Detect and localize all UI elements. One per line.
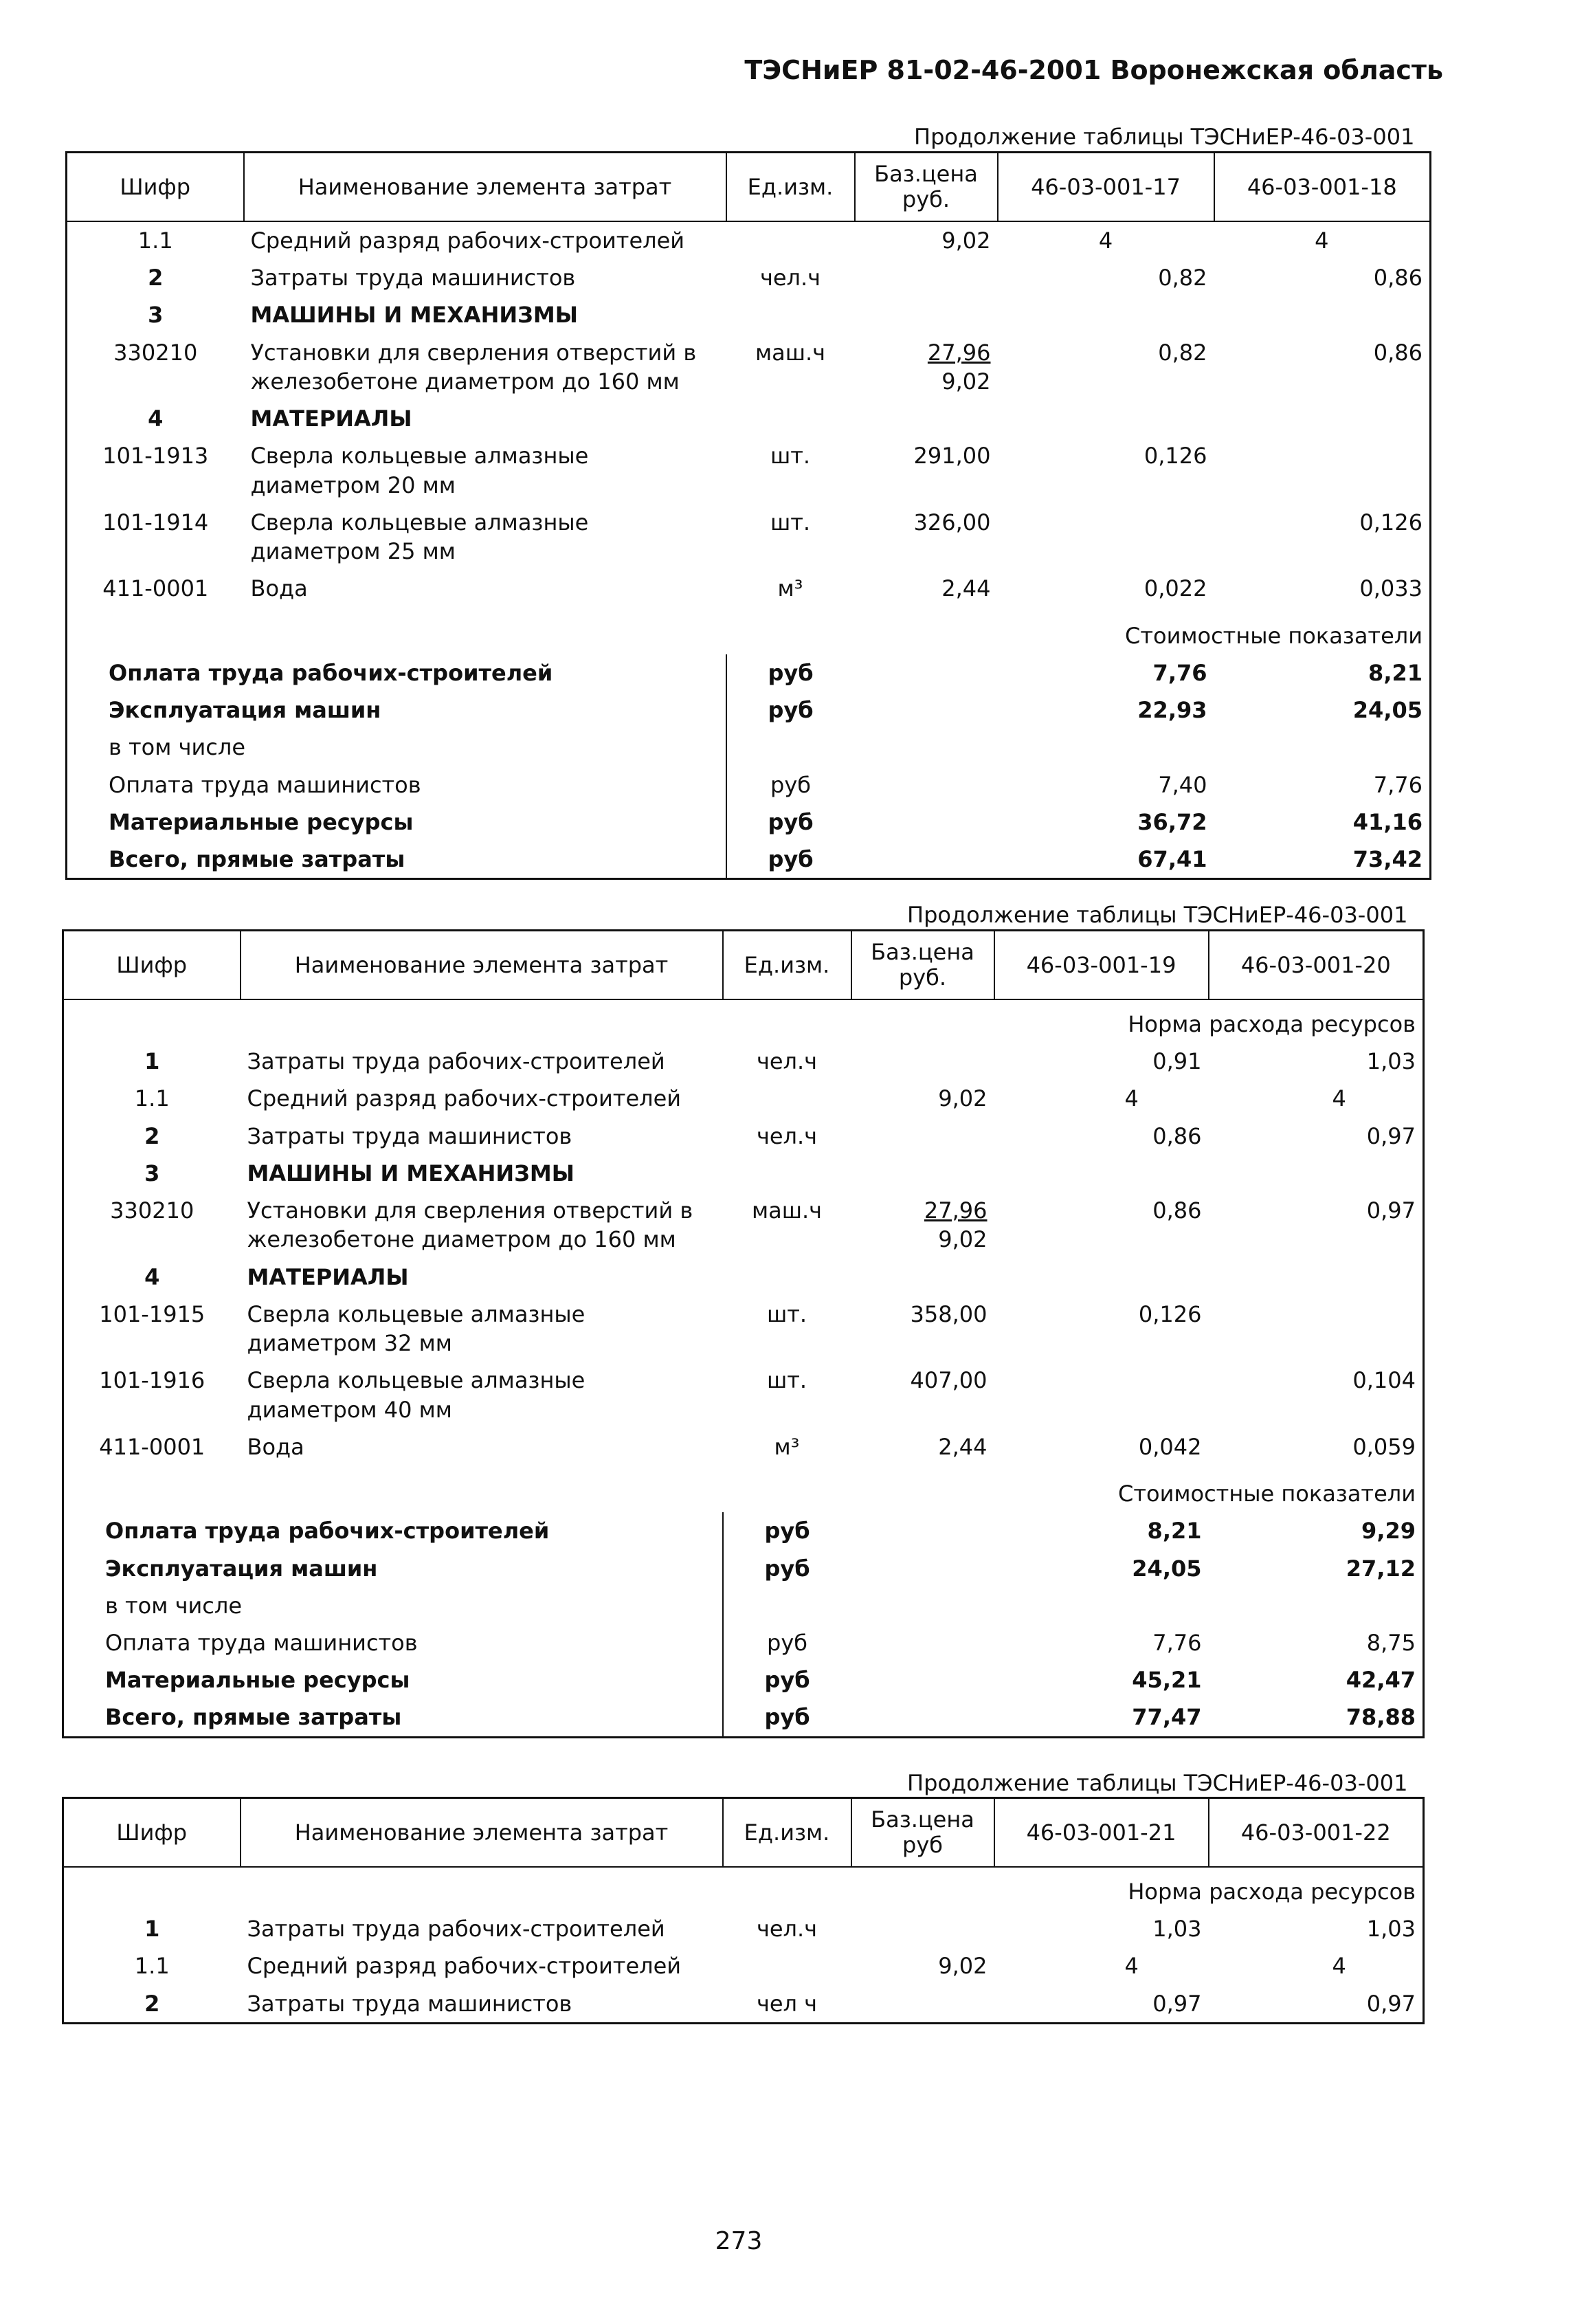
table-cell: 2,44 [941,575,991,602]
table-cell [998,729,1214,766]
table-cell: руб [764,1667,810,1694]
table-cell: 1.1 [137,228,173,254]
table-cell: Всего, прямые затраты [67,841,726,879]
table-cell: Затраты труда рабочих-строителей [247,1916,665,1943]
table-cell: маш.ч [751,1197,823,1224]
table-header-row [67,153,1431,222]
section-row [67,400,1431,437]
table-cell: 0,104 [1352,1367,1416,1394]
summary-row [63,1624,1424,1661]
table-cell: 291,00 [913,443,991,469]
col-header-a: 46-03-001-21 [994,1798,1209,1868]
section-row [63,1155,1424,1192]
table-cell: 41,16 [1352,808,1423,835]
table-cell [855,766,998,804]
col-header-price: Баз.цена руб. [851,931,994,1000]
table-cell [855,691,998,729]
summary-row [67,804,1431,841]
table-cell: Материальные ресурсы [63,1661,723,1698]
col-header-price: Баз.цена руб [851,1798,994,1868]
table-cell: Всего, прямые затраты [63,1698,723,1737]
table-cell: 4 [1315,228,1329,254]
table-cell: 1,03 [1152,1916,1202,1943]
col-header-price: Баз.цена руб. [855,153,998,222]
table-cell: 0,86 [1152,1122,1202,1149]
summary-row [63,1661,1424,1698]
table-cell: МАТЕРИАЛЫ [250,406,412,432]
norm-band [63,1867,1424,1910]
table-cell: 330210 [110,1197,194,1224]
table-row [63,1080,1424,1117]
table-cell: маш.ч [755,339,826,366]
table-cell [851,1043,994,1080]
table-row [63,1362,1424,1428]
table-cell: МАТЕРИАЛЫ [247,1263,409,1290]
table-cell [998,296,1214,333]
table-cell: чел.ч [759,265,821,291]
table-cell: 9,02 [941,228,991,254]
table-row [63,1910,1424,1947]
table-cell: 36,72 [1137,808,1207,835]
table-cell: МАШИНЫ И МЕХАНИЗМЫ [250,302,578,329]
table-cell: 9,02 [938,1085,988,1112]
col-header-unit: Ед.изм. [723,931,851,1000]
table-cell: 411-0001 [99,1433,205,1460]
table-cell: шт. [770,443,811,469]
table-cell [726,400,855,437]
table-cell [855,804,998,841]
table-cell: 7,40 [1158,771,1207,798]
table-row [67,259,1431,296]
table-cell [723,1587,851,1624]
table-cell: чел.ч [756,1916,818,1943]
col-header-name: Наименование элемента затрат [241,1798,723,1868]
table-cell: 4 [1098,228,1113,254]
table-cell: 1,03 [1366,1048,1416,1075]
table-header-row [63,1798,1424,1868]
table-cell: 4 [144,1263,160,1290]
table-cell: 7,76 [1152,659,1207,686]
table-cell [1209,1587,1424,1624]
table-cell: 8,75 [1366,1629,1416,1656]
table-cell [998,400,1214,437]
table-cell [1209,1296,1424,1362]
summary-row [67,729,1431,766]
table-row [63,1296,1424,1362]
table-caption: Продолжение таблицы ТЭСНиЕР-46-03-001 [907,902,1408,928]
table-cell: 0,126 [1359,509,1423,535]
resource-table-3 [62,1797,1425,2024]
table-cell: Сверла кольцевые алмазные диаметром 20 мм [250,443,589,498]
table-cell: 1,03 [1366,1916,1416,1943]
table-cell: чел ч [756,1990,818,2017]
table-cell: 1 [144,1048,160,1075]
col-header-a: 46-03-001-19 [994,931,1209,1000]
page-header: ТЭСНиЕР 81-02-46-2001 Воронежская область [744,55,1443,85]
table-cell: 3 [148,302,164,329]
table-cell: Норма расхода ресурсов [1128,1011,1416,1037]
table-cell: 4 [1332,1085,1346,1112]
table-cell: 4 [1124,1085,1139,1112]
table-cell [855,654,998,691]
table-cell [994,1259,1209,1296]
col-header-a: 46-03-001-17 [998,153,1214,222]
table-cell: 0,97 [1366,1990,1416,2017]
table-cell: 0,022 [1144,575,1207,602]
col-header-b: 46-03-001-18 [1214,153,1431,222]
summary-row [67,691,1431,729]
table-cell: Норма расхода ресурсов [1128,1879,1416,1905]
table-cell: Затраты труда машинистов [250,265,576,291]
table-cell: Затраты труда рабочих-строителей [247,1048,665,1075]
table-cell: Оплата труда рабочих-строителей [63,1512,723,1549]
table-cell: 0,042 [1138,1433,1202,1460]
table-cell: 27,96 9,02 [927,339,991,395]
table-cell: 7,76 [1373,771,1423,798]
table-cell: 326,00 [913,509,991,535]
table-cell: 407,00 [910,1367,988,1394]
table-cell: Сверла кольцевые алмазные диаметром 40 мм [247,1367,585,1423]
table-cell: 27,12 [1346,1555,1416,1582]
table-cell: Затраты труда машинистов [247,1990,572,2017]
table-cell [1214,437,1431,503]
table-cell [994,1587,1209,1624]
col-header-unit: Ед.изм. [723,1798,851,1868]
table-cell: руб [764,1704,810,1731]
table-cell: Установки для сверления отверстий в железобетоне диаметром до 160 мм [247,1197,693,1253]
resource-table-1 [65,151,1431,880]
table-cell [851,1155,994,1192]
table-cell [851,1587,994,1624]
table-cell: Затраты труда машинистов [247,1122,572,1149]
table-cell: руб [768,659,814,686]
table-cell [851,1985,994,2024]
col-header-code: Шифр [63,931,241,1000]
table-caption: Продолжение таблицы ТЭСНиЕР-46-03-001 [914,124,1415,150]
table-row [63,1985,1424,2024]
table-cell: 9,29 [1361,1518,1416,1545]
table-row [63,1192,1424,1258]
cost-indicators-band [63,1465,1424,1512]
table-row [67,570,1431,607]
table-cell [998,504,1214,570]
resource-table-2 [62,929,1425,1738]
table-cell: руб [768,845,814,872]
table-cell [723,1259,851,1296]
table-cell: руб [764,1518,810,1545]
table-cell: Стоимостные показатели [1118,1481,1416,1507]
table-cell: 4 [148,406,164,432]
table-cell: шт. [766,1301,807,1327]
summary-row [63,1698,1424,1737]
table-cell: Вода [247,1433,304,1460]
table-cell: 0,86 [1373,339,1423,366]
section-row [67,296,1431,333]
col-header-name: Наименование элемента затрат [244,153,726,222]
summary-row [63,1550,1424,1587]
table-cell: 101-1913 [102,443,209,469]
table-cell: 2,44 [938,1433,988,1460]
table-cell [994,1362,1209,1428]
table-cell: 73,42 [1352,845,1423,872]
table-cell: 0,059 [1352,1433,1416,1460]
table-cell: 2 [144,1122,160,1149]
table-row [67,221,1431,259]
table-cell: Оплата труда машинистов [67,766,726,804]
table-cell: м³ [774,1433,800,1460]
table-cell [855,259,998,296]
table-cell [851,1624,994,1661]
table-cell: 22,93 [1137,697,1207,724]
table-cell: Эксплуатация машин [63,1550,723,1587]
table-cell: руб [768,697,814,724]
table-cell: Оплата труда рабочих-строителей [67,654,726,691]
table-cell [994,1155,1209,1192]
summary-row [67,841,1431,879]
table-cell: шт. [770,509,811,535]
table-cell: в том числе [67,729,726,766]
table-cell: 0,126 [1144,443,1207,469]
table-cell [855,841,998,879]
table-cell [726,729,855,766]
col-header-code: Шифр [67,153,244,222]
table-cell: МАШИНЫ И МЕХАНИЗМЫ [247,1160,575,1186]
table-cell: 0,86 [1152,1197,1202,1224]
table-cell: 330210 [113,339,198,366]
table-cell: чел.ч [756,1122,818,1149]
table-cell: 78,88 [1346,1704,1416,1731]
table-cell [1209,1155,1424,1192]
table-cell: Средний разряд рабочих-строителей [250,228,685,254]
col-header-code: Шифр [63,1798,241,1868]
table-cell: 24,05 [1132,1555,1202,1582]
col-header-b: 46-03-001-20 [1209,931,1424,1000]
table-cell: 0,97 [1366,1197,1416,1224]
table-row [63,1428,1424,1465]
table-cell: 0,91 [1152,1048,1202,1075]
table-cell [723,1155,851,1192]
table-cell: руб [767,1629,807,1656]
table-cell: 0,86 [1373,265,1423,291]
table-cell: 8,21 [1368,659,1423,686]
table-cell [855,729,998,766]
table-cell [1214,400,1431,437]
table-row [63,1043,1424,1080]
table-cell: Вода [250,575,308,602]
table-cell: руб [768,808,814,835]
table-cell: 358,00 [910,1301,988,1327]
table-cell [855,400,998,437]
cost-indicators-band [67,608,1431,654]
table-cell: 1 [144,1916,160,1943]
table-cell: 0,97 [1152,1990,1202,2017]
table-cell [851,1512,994,1549]
section-row [63,1259,1424,1296]
table-cell: 4 [1124,1953,1139,1980]
page-number: 273 [715,2227,763,2255]
table-cell: 101-1914 [102,509,209,535]
table-row [67,504,1431,570]
table-row [63,1947,1424,1984]
table-cell: 24,05 [1352,697,1423,724]
table-cell: Сверла кольцевые алмазные диаметром 25 мм [250,509,589,565]
table-cell: 101-1916 [99,1367,205,1394]
col-header-unit: Ед.изм. [726,153,855,222]
table-cell: 411-0001 [102,575,209,602]
table-caption: Продолжение таблицы ТЭСНиЕР-46-03-001 [907,1770,1408,1796]
table-cell: 0,033 [1359,575,1423,602]
table-cell: 9,02 [938,1953,988,1980]
col-header-b: 46-03-001-22 [1209,1798,1424,1868]
table-cell: 101-1915 [99,1301,205,1327]
table-row [63,1118,1424,1155]
table-cell [1214,296,1431,333]
table-cell [726,221,855,259]
table-cell: 0,126 [1138,1301,1202,1327]
table-cell: Сверла кольцевые алмазные диаметром 32 мм [247,1301,585,1357]
summary-row [67,654,1431,691]
table-cell: шт. [766,1367,807,1394]
table-cell: чел.ч [756,1048,818,1075]
table-header-row [63,931,1424,1000]
table-cell: 1.1 [134,1085,170,1112]
table-cell: 4 [1332,1953,1346,1980]
table-cell: 3 [144,1160,160,1186]
norm-band [63,999,1424,1043]
table-cell [726,296,855,333]
table-cell: 2 [148,265,164,291]
table-cell: 42,47 [1346,1667,1416,1694]
table-cell: 27,96 9,02 [924,1197,988,1253]
table-cell: 45,21 [1132,1667,1202,1694]
table-cell: 7,76 [1152,1629,1202,1656]
table-cell: 0,82 [1158,339,1207,366]
table-cell: 8,21 [1147,1518,1202,1545]
table-cell: Материальные ресурсы [67,804,726,841]
table-cell: в том числе [63,1587,723,1624]
table-cell: руб [764,1555,810,1582]
table-row [67,334,1431,400]
table-cell: Средний разряд рабочих-строителей [247,1953,682,1980]
table-cell: 1.1 [134,1953,170,1980]
table-cell [1209,1259,1424,1296]
table-cell: Установки для сверления отверстий в железобетоне диаметром до 160 мм [250,339,697,395]
table-cell [851,1550,994,1587]
table-cell [851,1259,994,1296]
table-cell [723,1947,851,1984]
col-header-name: Наименование элемента затрат [241,931,723,1000]
table-cell [723,1080,851,1117]
table-cell: 0,97 [1366,1122,1416,1149]
table-cell [851,1910,994,1947]
table-cell: 77,47 [1132,1704,1202,1731]
table-cell [1214,729,1431,766]
table-cell: Оплата труда машинистов [63,1624,723,1661]
table-cell: м³ [777,575,803,602]
table-cell: руб [770,771,811,798]
table-cell [851,1661,994,1698]
table-row [67,437,1431,503]
table-cell: 2 [144,1990,160,2017]
summary-row [63,1587,1424,1624]
summary-row [63,1512,1424,1549]
table-cell [851,1698,994,1737]
table-cell: 67,41 [1137,845,1207,872]
table-cell: Эксплуатация машин [67,691,726,729]
table-cell: 0,82 [1158,265,1207,291]
table-cell: Средний разряд рабочих-строителей [247,1085,682,1112]
table-cell [851,1118,994,1155]
table-cell [855,296,998,333]
table-cell: Стоимостные показатели [1125,622,1423,649]
summary-row [67,766,1431,804]
